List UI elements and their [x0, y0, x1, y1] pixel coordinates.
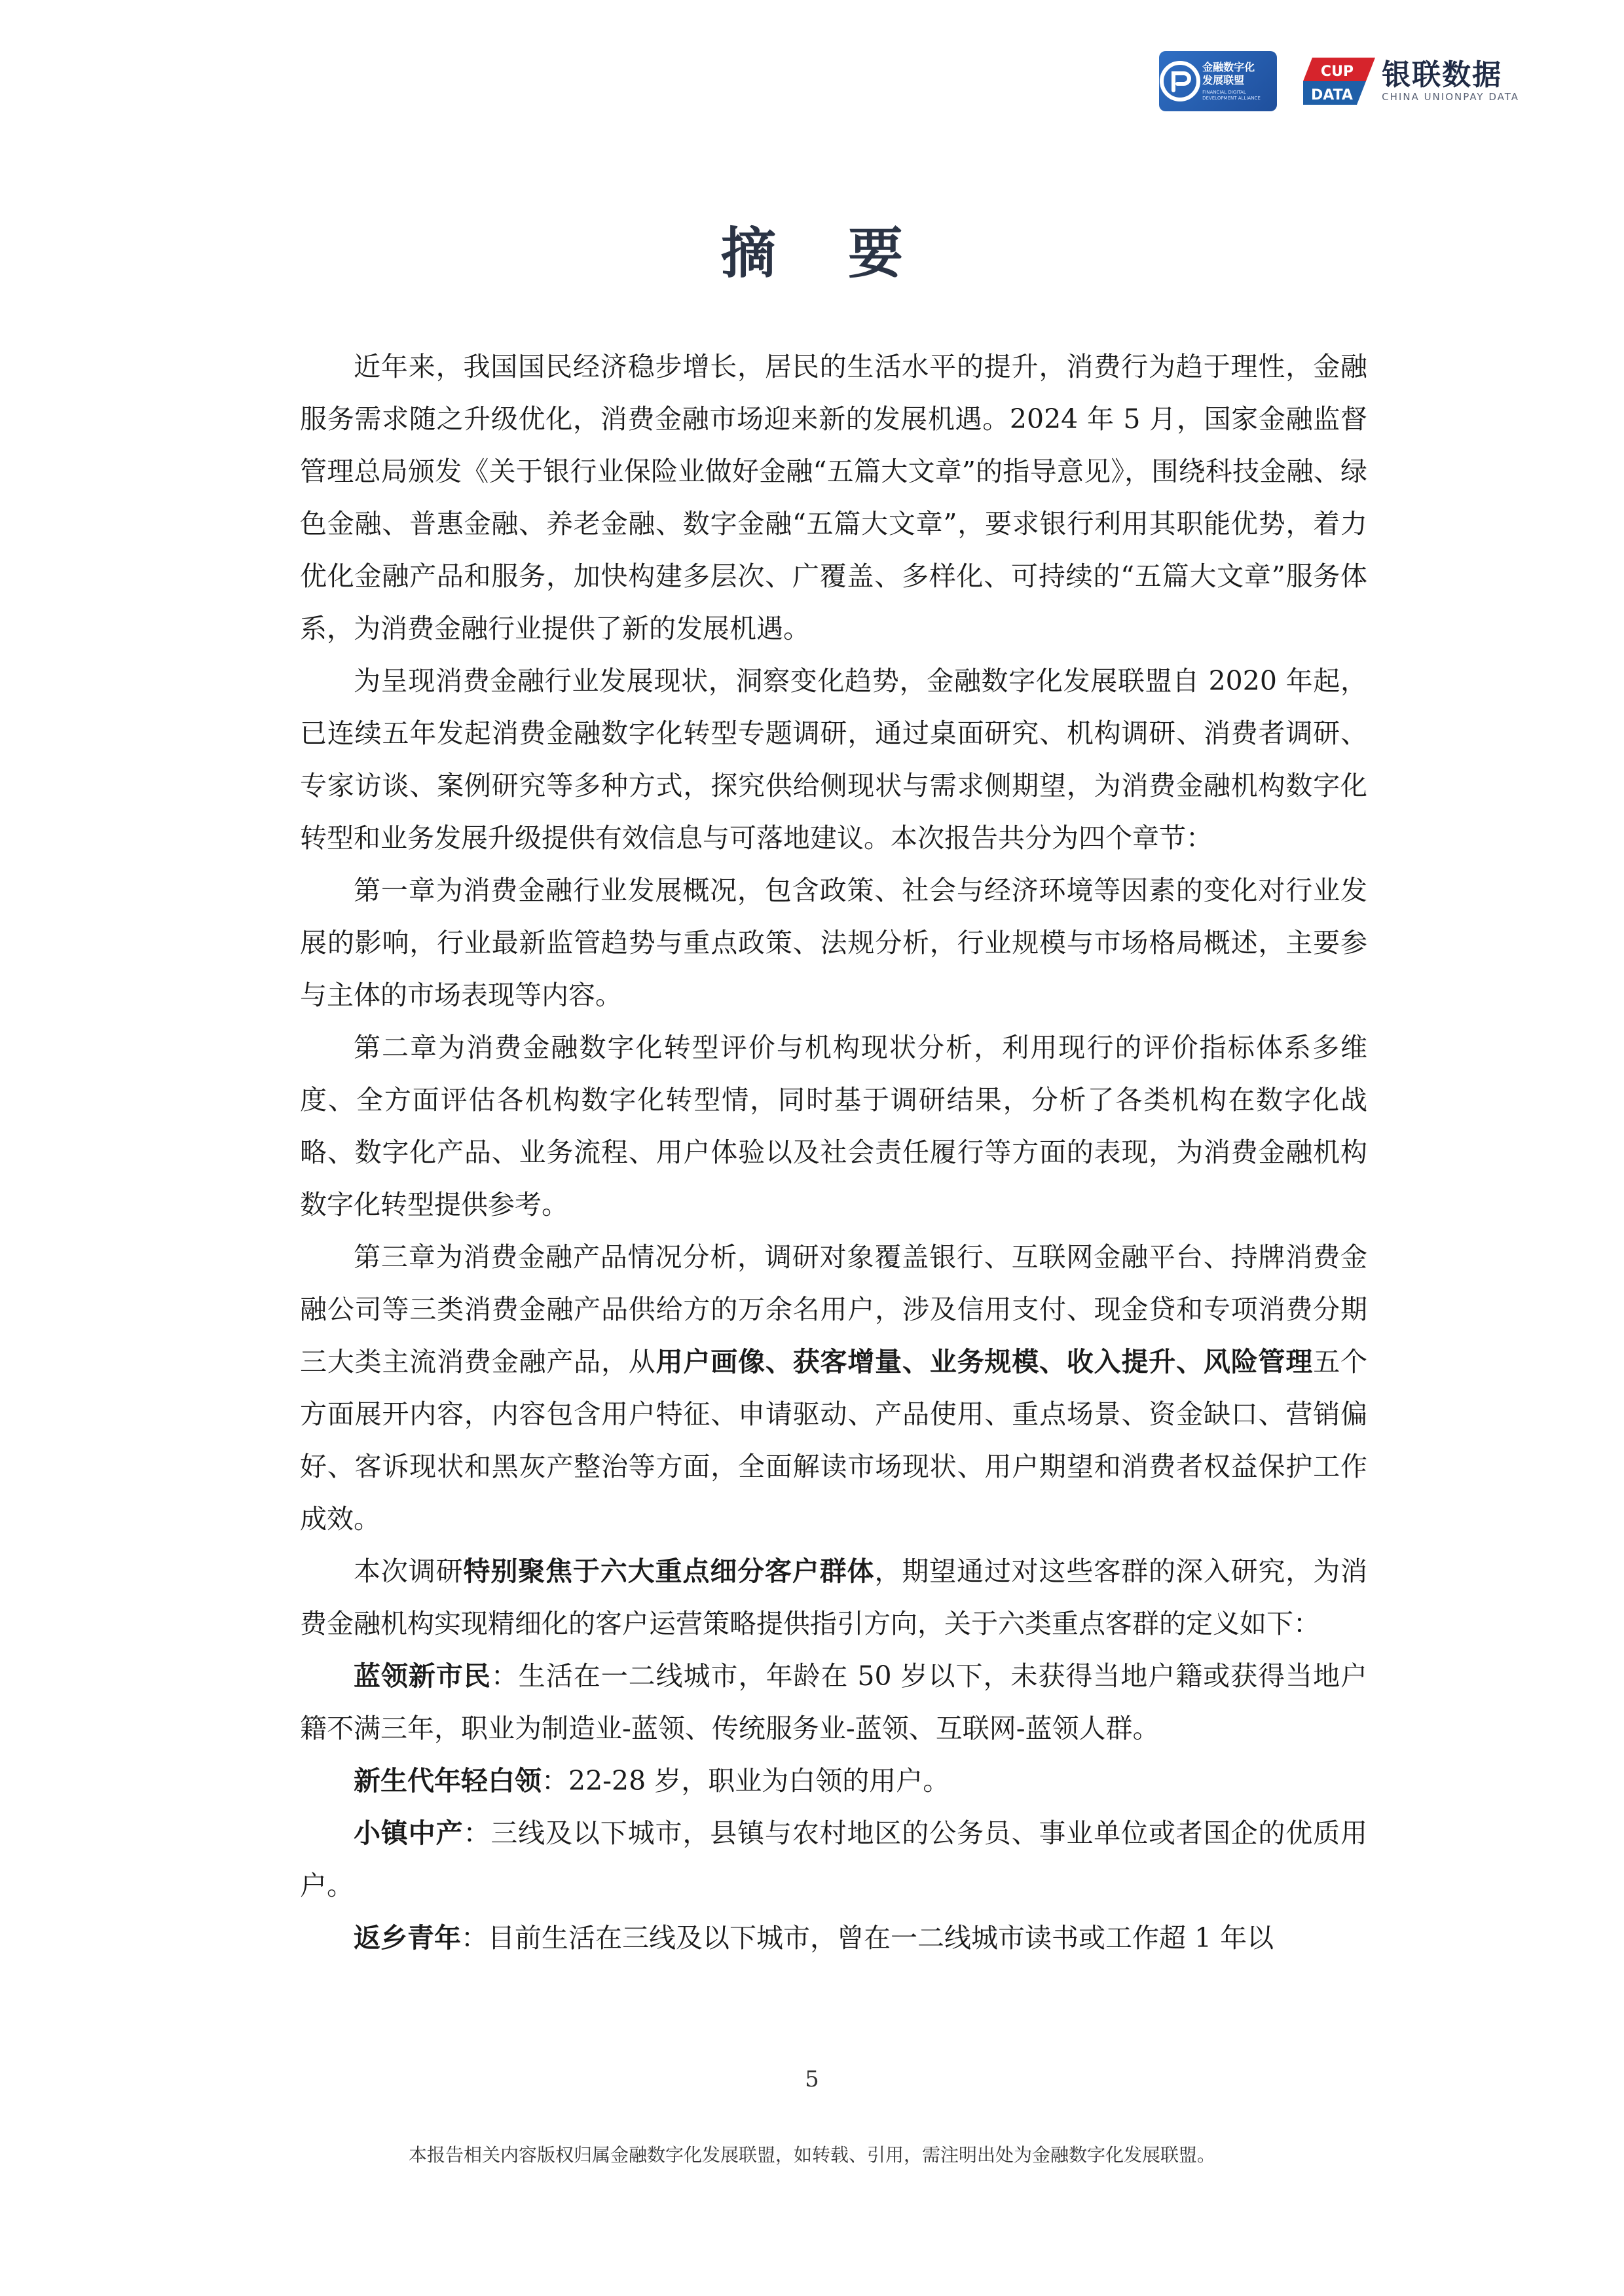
paragraph-text: 第三章为消费金融产品情况分析，调研对象覆盖银行、互联网金融平台、持牌消费金融公司等三类消费金融产品供给方的万余名用户，涉及信用支付、现金贷和专项消费分期三大类主流消费金融产品，从 [300, 1241, 1367, 1377]
cup-mark-text-bottom: DATA [1311, 87, 1354, 103]
paragraph-text: ：生活在一二线城市，年龄在 50 岁以下，未获得当地户籍或获得当地户籍不满三年，职业为制造业-蓝领、传统服务业-蓝领、互联网-蓝领人群。 [300, 1660, 1367, 1744]
paragraph-text: 近年来，我国国民经济稳步增长，居民的生活水平的提升，消费行为趋于理性，金融服务需求随之升级优化，消费金融市场迎来新的发展机遇。2024 年 5 月，国家金融监督管理总局颁发《关于银行业保险业做好金融“五篇大文章”的指导意见》，围绕科技金融、绿色金融、普惠金融、养老金融、数字金融“五篇大文章”，要求银行利用其职能优势，着力优化金融产品和服务，加快构建多层次、广覆盖、多样化、可持续的“五篇大文章”服务体系，为消费金融行业提供了新的发展机遇。 [300, 351, 1367, 644]
body-paragraph [300, 1545, 1367, 1650]
paragraph-text: ：目前生活在三线及以下城市，曾在一二线城市读书或工作超 1 年以 [461, 1922, 1274, 1954]
cup-mark-text-top: CUP [1321, 64, 1354, 80]
cup-data-logo-icon [1303, 58, 1375, 105]
body-paragraph [300, 1650, 1367, 1755]
body-paragraph [300, 864, 1367, 1021]
cup-logo-name-en: CHINA UNIONPAY DATA [1382, 91, 1519, 103]
paragraph-text: ：22-28 岁，职业为白领的用户。 [542, 1765, 950, 1796]
fdda-logo-name-en: FINANCIAL DIGITAL DEVELOPMENT ALLIANCE [1202, 90, 1261, 101]
page-title: 摘要 [720, 221, 975, 285]
body-paragraph [300, 1231, 1367, 1545]
paragraph-text: 五个方面展开内容，内容包含用户特征、申请驱动、产品使用、重点场景、资金缺口、营销偏好、客诉现状和黑灰产整治等方面，全面解读市场现状、用户期望和消费者权益保护工作成效。 [300, 1346, 1368, 1535]
emphasis-text: 新生代年轻白领 [354, 1765, 542, 1796]
body-paragraph [300, 655, 1367, 864]
paragraph-text: ，期望通过对这些客群的深入研究，为消费金融机构实现精细化的客户运营策略提供指引方向，关于六类重点客群的定义如下： [300, 1556, 1368, 1639]
page-number: 5 [805, 2066, 819, 2092]
body-paragraph [300, 1755, 1367, 1807]
emphasis-text: 返乡青年 [354, 1922, 461, 1954]
paragraph-text: 第二章为消费金融数字化转型评价与机构现状分析，利用现行的评价指标体系多维度、全方面评估各机构数字化转型情，同时基于调研结果，分析了各类机构在数字化战略、数字化产品、业务流程、用户体验以及社会责任履行等方面的表现，为消费金融机构数字化转型提供参考。 [300, 1032, 1367, 1220]
abstract-body [300, 340, 1367, 1964]
body-paragraph [300, 340, 1367, 655]
fdda-logo-icon [1159, 51, 1201, 111]
cup-data-logo [1303, 58, 1519, 105]
emphasis-text: 小镇中产 [354, 1817, 464, 1849]
emphasis-text: 用户画像、获客增量、业务规模、收入提升、风险管理 [655, 1346, 1314, 1377]
paragraph-text: ：三线及以下城市，县镇与农村地区的公务员、事业单位或者国企的优质用户。 [300, 1817, 1368, 1901]
emphasis-text: 特别聚焦于六大重点细分客户群体 [463, 1556, 875, 1587]
emphasis-text: 蓝领新市民 [354, 1660, 491, 1692]
paragraph-text: 为呈现消费金融行业发展现状，洞察变化趋势，金融数字化发展联盟自 2020 年起，已连续五年发起消费金融数字化转型专题调研，通过桌面研究、机构调研、消费者调研、专家访谈、案例研究等多种方式，探究供给侧现状与需求侧期望，为消费金融机构数字化转型和业务发展升级提供有效信息与可落地建议。本次报告共分为四个章节： [300, 665, 1367, 854]
header-logos [1159, 51, 1519, 111]
body-paragraph [300, 1807, 1367, 1912]
copyright-footer: 本报告相关内容版权归属金融数字化发展联盟，如转载、引用，需注明出处为金融数字化发展联盟。 [408, 2144, 1215, 2166]
cup-logo-name-cn: 银联数据 [1382, 58, 1503, 92]
body-paragraph [300, 1912, 1367, 1964]
paragraph-text: 第一章为消费金融行业发展概况，包含政策、社会与经济环境等因素的变化对行业发展的影响，行业最新监管趋势与重点政策、法规分析，行业规模与市场格局概述，主要参与主体的市场表现等内容。 [300, 875, 1367, 1011]
body-paragraph [300, 1021, 1367, 1231]
fdda-logo [1159, 51, 1277, 111]
fdda-logo-name-cn: 金融数字化 发展联盟 [1202, 61, 1255, 86]
paragraph-text: 本次调研 [354, 1556, 464, 1587]
